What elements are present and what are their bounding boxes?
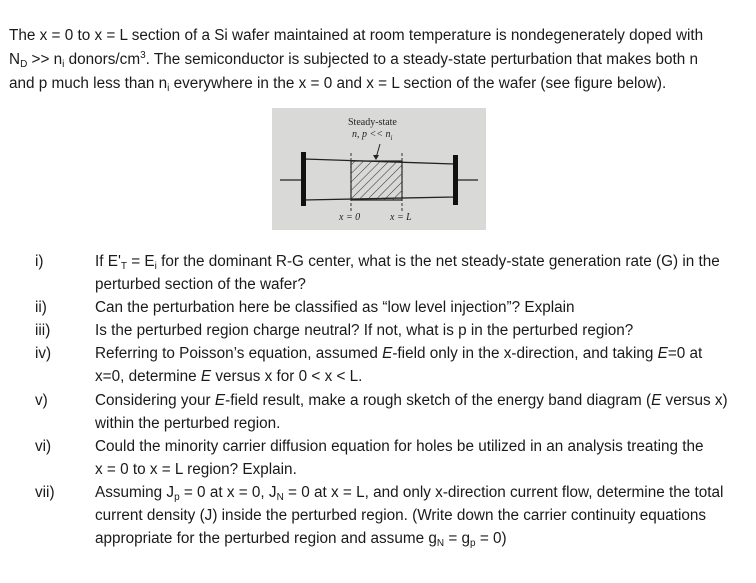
- intro-line-2: [9, 48, 749, 72]
- intro-text: everywhere in the x = 0 and x = L section of the wafer (see figure below).: [169, 75, 667, 92]
- figure-label-steady-state: Steady-state: [348, 117, 397, 128]
- text: appropriate for the perturbed region and assume g: [95, 530, 437, 547]
- question-number: v): [35, 392, 48, 409]
- subscript: i: [62, 59, 65, 70]
- intro-text: and p much less than n: [9, 75, 168, 92]
- question-text: [95, 435, 753, 481]
- arrow-head: [373, 155, 379, 160]
- intro-text: >> n: [27, 51, 63, 68]
- question-text: [95, 481, 753, 550]
- figure-label-text: n, p << n: [352, 129, 391, 140]
- text: = g: [444, 530, 471, 547]
- question-text: [95, 342, 753, 388]
- question-line: Can the perturbation here be classified as “low level injection”? Explain: [95, 299, 575, 316]
- text: = 0 at x = 0, J: [179, 484, 277, 501]
- question-line: Is the perturbed region charge neutral? If not, what is p in the perturbed region?: [95, 322, 634, 339]
- question-text: [95, 389, 753, 435]
- question-line: perturbed section of the wafer?: [95, 276, 306, 293]
- problem-statement: [9, 24, 749, 96]
- question-line: x = 0 to x = L region? Explain.: [95, 461, 297, 478]
- question-number: i): [35, 253, 44, 270]
- right-contact: [453, 155, 458, 205]
- question-line: within the perturbed region.: [95, 415, 281, 432]
- subscript: T: [120, 261, 127, 272]
- question-number: vii): [35, 484, 55, 501]
- text: If E': [95, 253, 121, 270]
- question-text: [95, 250, 753, 296]
- question-number: iii): [35, 322, 51, 339]
- emphasis: E: [200, 368, 212, 385]
- text: = E: [126, 253, 155, 270]
- text: -field result, make a rough sketch of the energy band diagram (: [225, 392, 652, 409]
- subscript: i: [390, 134, 393, 142]
- subscript: p: [174, 492, 180, 503]
- subscript: p: [470, 538, 476, 549]
- text: x=0, determine: [95, 368, 201, 385]
- question-number: vi): [35, 438, 52, 455]
- superscript: 3: [140, 50, 146, 61]
- subscript: i: [154, 261, 157, 272]
- text: -field only in the x-direction, and taking: [392, 345, 658, 362]
- figure-label-x0: x = 0: [339, 212, 361, 223]
- subscript: N: [276, 492, 284, 503]
- question-text: [95, 296, 753, 319]
- question-number: ii): [35, 299, 47, 316]
- intro-text: N: [9, 51, 21, 68]
- emphasis: E: [214, 392, 226, 409]
- question-line: [95, 481, 753, 504]
- question-line: current density (J) inside the perturbed region. (Write down the carrier continuity equations: [95, 507, 707, 524]
- question-line: [95, 365, 753, 388]
- subscript: N: [436, 538, 445, 549]
- intro-text: donors/cm: [64, 51, 141, 68]
- emphasis: E: [382, 345, 393, 362]
- figure-label-xL: x = L: [390, 212, 412, 223]
- perturbed-region: [351, 161, 402, 200]
- text: Considering your: [95, 392, 215, 409]
- emphasis: E: [651, 392, 662, 409]
- question-line: Could the minority carrier diffusion equation for holes be utilized in an analysis treating the: [95, 438, 704, 455]
- question-line: [95, 250, 753, 273]
- question-line: [95, 342, 753, 365]
- intro-line-3: [9, 72, 749, 96]
- text: versus x): [661, 392, 728, 409]
- text: = 0): [475, 530, 507, 547]
- left-contact: [301, 152, 306, 206]
- question-number: iv): [35, 345, 52, 362]
- question-text: [95, 319, 753, 342]
- subscript: i: [167, 83, 170, 94]
- emphasis: E: [657, 345, 668, 362]
- text: =0 at: [667, 345, 703, 362]
- question-line: [95, 389, 753, 412]
- figure-label-condition: [352, 129, 392, 140]
- question-line: [95, 527, 753, 550]
- intro-line-1: The x = 0 to x = L section of a Si wafer maintained at room temperature is nondegenerately doped with: [9, 27, 704, 44]
- wafer-figure: [272, 108, 486, 230]
- text: for the dominant R-G center, what is the net steady-state generation rate (G) in the: [156, 253, 720, 270]
- intro-text: . The semiconductor is subjected to a steady-state perturbation that makes both n: [145, 51, 699, 68]
- text: Referring to Poisson’s equation, assumed: [95, 345, 383, 362]
- text: Assuming J: [95, 484, 175, 501]
- text: = 0 at x = L, and only x-direction current flow, determine the total: [283, 484, 724, 501]
- subscript: D: [20, 59, 28, 70]
- text: versus x for 0 < x < L.: [211, 368, 363, 385]
